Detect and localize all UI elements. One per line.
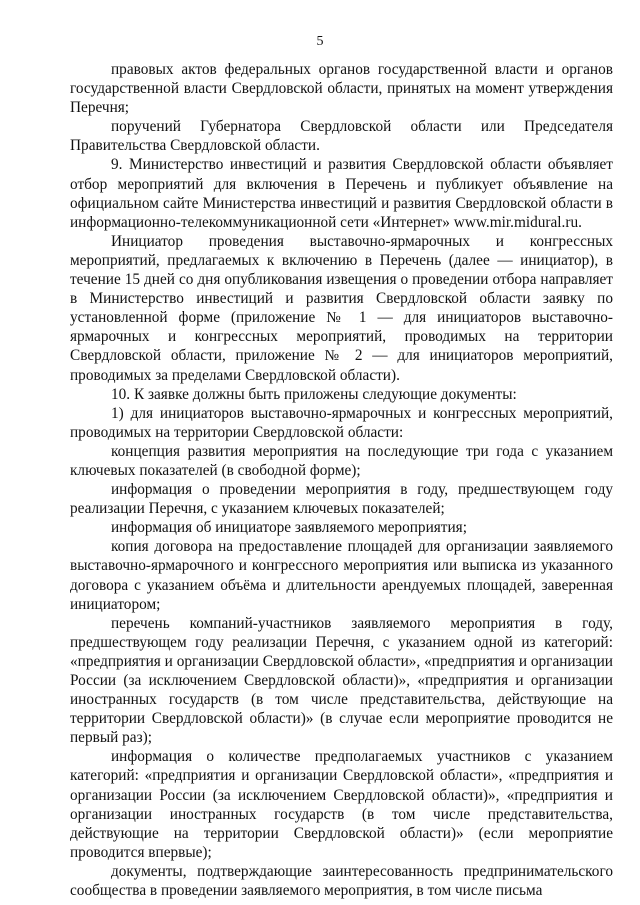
paragraph: 10. К заявке должны быть приложены следующие документы:: [111, 385, 517, 403]
paragraph: 9. Министерство инвестиций и развития Свердловской области объявляет отбор мероприятий для включения в Перечень и публикует объявление на официальном сайте Министерства инвестиций и развития Свердловской области в информационно-телекоммуникационной сети «Интернет» www.mir.midural.ru.: [70, 156, 613, 231]
paragraph: поручений Губернатора Свердловской области или Председателя Правительства Свердловской области.: [70, 118, 613, 155]
paragraph: копия договора на предоставление площадей для организации заявляемого выставочно-ярмарочного и конгрессного мероприятия или выписка из указанного договора с указанием объёма и длительности арендуемых площадей, заверенная инициатором;: [70, 538, 613, 613]
paragraph: информация о проведении мероприятия в году, предшествующем году реализации Перечня, с указанием ключевых показателей;: [70, 481, 613, 518]
paragraph: информация об инициаторе заявляемого мероприятия;: [111, 519, 467, 537]
paragraph: Инициатор проведения выставочно-ярмарочных и конгрессных мероприятий, предлагаемых к включению в Перечень (далее — инициатор), в течение 15 дней со дня опубликования извещения о проведении отбора направляет в Министерство инвестиций и развития Свердловской области заявку по установленной форме (приложение № 1 — для инициаторов выставочно-ярмарочных и конгрессных мероприятий, проводимых на территории Свердловской области, приложение № 2 — для инициаторов мероприятий, проводимых за пределами Свердловской области).: [70, 232, 613, 384]
page-number: 5: [316, 34, 324, 49]
paragraph: документы, подтверждающие заинтересованность предпринимательского сообщества в проведении заявляемого мероприятия, в том числе письма: [70, 862, 613, 900]
paragraph: перечень компаний-участников заявляемого мероприятия в году, предшествующем году реализации Перечня, с указанием одной из категорий: «предприятия и организации Свердловской области», «предприятия и организации России (за исключением Свердловской области)», «предприятия и организации иностранных государств (в том числе представительства, действующие на территории Свердловской области)» (в случае если мероприятие проводится не первый раз);: [70, 614, 613, 747]
paragraph: правовых актов федеральных органов государственной власти и органов государственной власти Свердловской области, принятых на момент утверждения Перечня;: [70, 61, 613, 117]
document-body: [70, 60, 613, 900]
paragraph: информация о количестве предполагаемых участников с указанием категорий: «предприятия и организации Свердловской области», «предприятия и организации России (за исключением Свердловской области)», «предприятия и организации иностранных государств (в том числе представительства, действующие на территории Свердловской области)» (если мероприятие проводится впервые);: [70, 748, 613, 861]
paragraph: 1) для инициаторов выставочно-ярмарочных и конгрессных мероприятий, проводимых на территории Свердловской области:: [70, 404, 613, 441]
paragraph: концепция развития мероприятия на последующие три года с указанием ключевых показателей (в свободной форме);: [70, 442, 613, 479]
